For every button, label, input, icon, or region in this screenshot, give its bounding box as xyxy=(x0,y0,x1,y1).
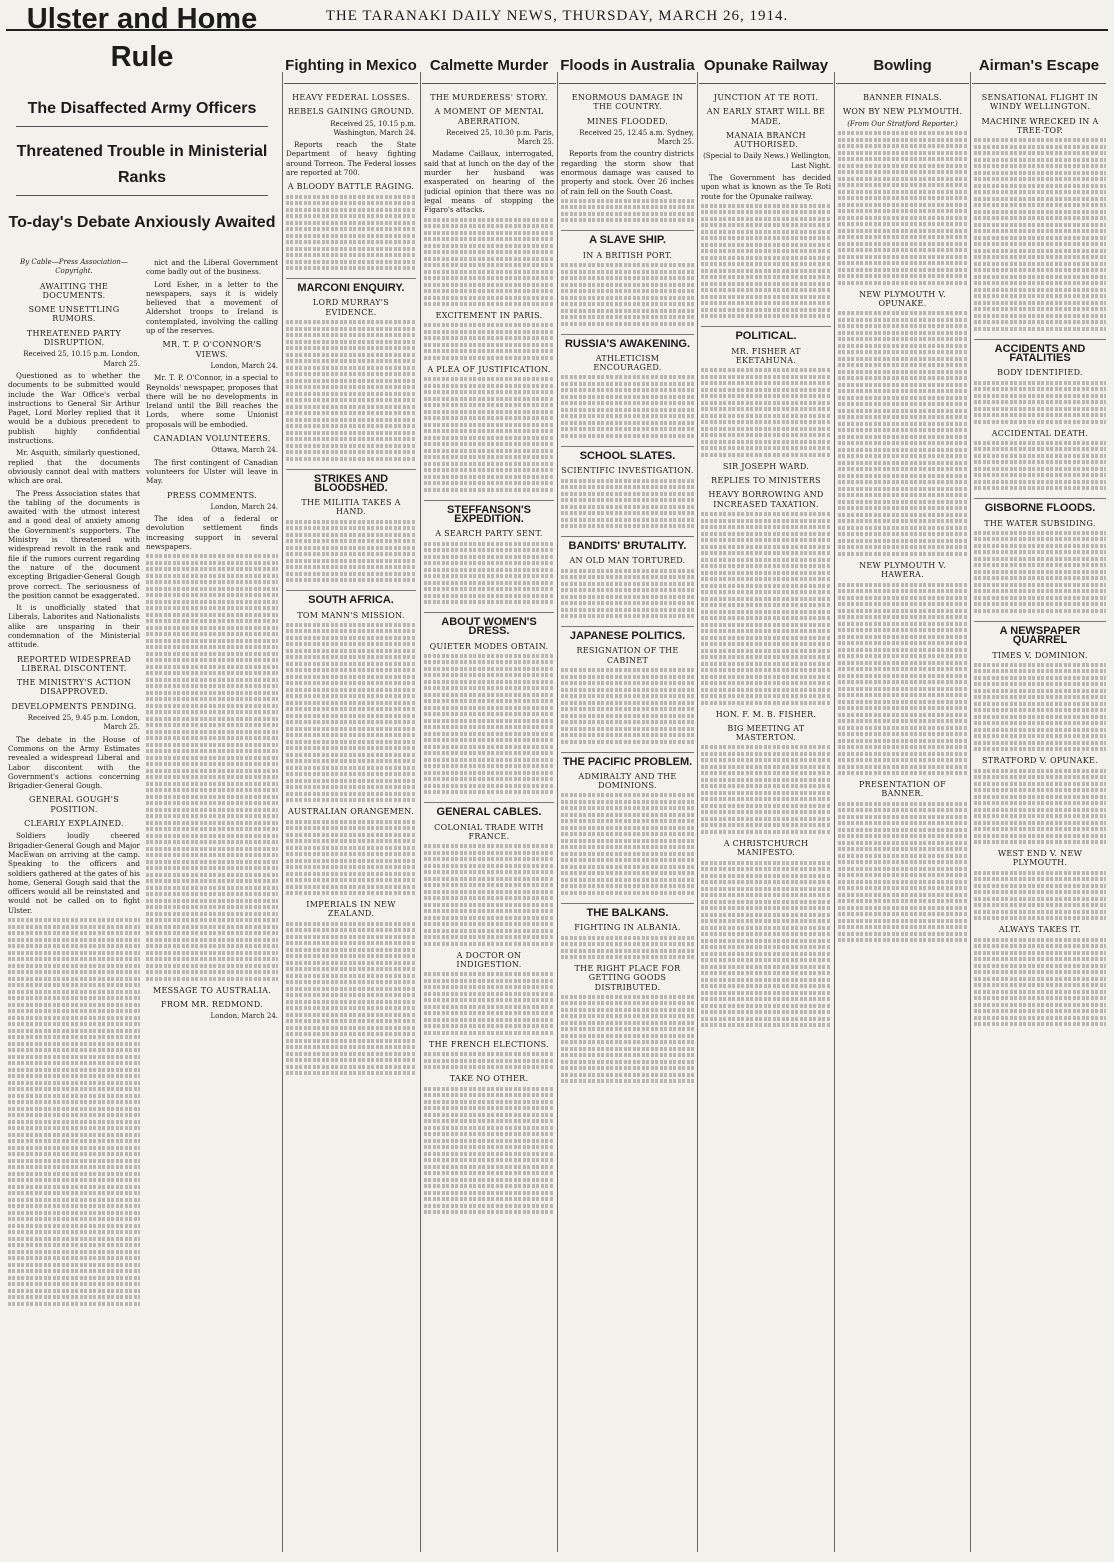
paragraph: Reports from the country districts regarding the storm show that enormous damage was caused to property and stock. Over 26 inches of rain fell on the South Coast. xyxy=(561,149,694,196)
illegible-text-block xyxy=(286,195,416,271)
section-headline: A NEWSPAPER QUARREL xyxy=(974,621,1106,646)
subhead: A PLEA OF JUSTIFICATION. xyxy=(427,364,551,374)
section-headline: SCHOOL SLATES. xyxy=(561,446,694,461)
illegible-text-block xyxy=(424,377,554,492)
subhead: HON. F. M. B. FISHER. xyxy=(715,709,817,719)
column-headline-mexico: Fighting in Mexico xyxy=(284,48,418,84)
illegible-text-block xyxy=(561,199,694,223)
subhead: RESIGNATION OF THE CABINET xyxy=(576,646,679,665)
column-headline-bowling: Bowling xyxy=(836,48,969,84)
subhead: A SEARCH PARTY SENT. xyxy=(435,529,543,539)
subhead: ENORMOUS DAMAGE IN THE COUNTRY. xyxy=(571,93,684,112)
section-headline: ACCIDENTS AND FATALITIES xyxy=(974,339,1106,364)
illegible-text-block xyxy=(701,861,831,1028)
subhead: REBELS GAINING GROUND. xyxy=(287,107,415,117)
illegible-text-block xyxy=(561,569,694,619)
subhead: JUNCTION AT TE ROTI. xyxy=(713,93,819,102)
subhead: ADMIRALTY AND THE DOMINIONS. xyxy=(578,771,677,791)
subhead: LORD MURRAY'S EVIDENCE. xyxy=(312,298,390,317)
subhead: WEST END V. NEW PLYMOUTH. xyxy=(997,849,1083,868)
main-deck-3: To-day's Debate Anxiously Awaited xyxy=(8,214,276,231)
subhead: BIG MEETING AT MASTERTON. xyxy=(727,723,805,743)
illegible-text-block xyxy=(974,663,1106,752)
illegible-text-block xyxy=(838,311,967,556)
illegible-text-block xyxy=(974,871,1106,921)
dateline: Received 25, 9.45 p.m. London, March 25. xyxy=(27,714,140,732)
illegible-text-block xyxy=(424,844,554,946)
column-railway xyxy=(701,88,831,1556)
subhead: IMPERIALS IN NEW ZEALAND. xyxy=(306,900,396,919)
subhead: IN A BRITISH PORT. xyxy=(582,250,673,260)
column-airman xyxy=(974,88,1106,1556)
subhead: MANAIA BRANCH AUTHORISED. xyxy=(726,130,806,150)
paragraph: The first contingent of Canadian volunteers for Ulster will leave in May. xyxy=(146,457,278,486)
illegible-text-block xyxy=(561,375,694,438)
illegible-text-block xyxy=(424,972,554,1035)
paragraph: Mr. T. P. O'Connor, in a special to Reynolds' newspaper, proposes that there will be no developments in Ireland until the Bill reaches the Lords, where some Unionist proposals will be embodied. xyxy=(146,373,278,429)
subhead: THE MILITIA TAKES A HAND. xyxy=(301,498,401,517)
paragraph: Questioned as to whether the documents to be submitted would include the War Office's verbal instructions to General Sir Arthur Paget, Lord Morley replied that it would be a dubious precedent to publish highly confidential instructions. xyxy=(8,370,140,446)
dateline: Ottawa, March 24. xyxy=(211,446,278,455)
illegible-text-block xyxy=(286,623,416,803)
column-main-story-continued xyxy=(146,258,278,1556)
subhead: A CHRISTCHURCH MANIFESTO. xyxy=(723,838,809,858)
subhead: DEVELOPMENTS PENDING. xyxy=(11,701,137,711)
illegible-text-block xyxy=(424,654,554,795)
dateline: Received 25, 10.15 p.m. Washington, March 24. xyxy=(330,119,416,137)
byline: (From Our Stratford Reporter.) xyxy=(847,119,958,128)
subhead: NEW PLYMOUTH V. HAWERA. xyxy=(859,560,946,580)
paragraph: Soldiers loudly cheered Brigadier-General Gough and Major MacEwan on arriving at the camp. Speaking to the officers and soldiers gathered at the gates of his home, General Gough said that the officers would all be reinstated and would not be called on to fight Ulster. xyxy=(8,831,140,915)
subhead: PRESS COMMENTS. xyxy=(166,490,258,500)
illegible-text-block xyxy=(974,138,1106,331)
section-headline: THE BALKANS. xyxy=(561,903,694,918)
main-headline: Ulster and Home Rule xyxy=(26,3,258,73)
main-headline-block xyxy=(6,0,278,236)
subhead: THE MINISTRY'S ACTION DISAPPROVED. xyxy=(16,678,132,697)
subhead: THE FRENCH ELECTIONS. xyxy=(429,1039,549,1049)
illegible-text-block xyxy=(974,769,1106,845)
illegible-text-block xyxy=(424,1087,554,1215)
dateline: London, March 24. xyxy=(210,361,278,370)
subhead: A DOCTOR ON INDIGESTION. xyxy=(456,950,522,970)
paragraph: Reports reach the State Department of heavy fighting around Torreon. The Federal losses are reported at 700. xyxy=(286,140,416,178)
subhead: AN EARLY START WILL BE MADE. xyxy=(706,107,826,126)
dateline: London, March 24. xyxy=(210,1012,278,1021)
subhead: COLONIAL TRADE WITH FRANCE. xyxy=(434,822,544,842)
illegible-text-block xyxy=(701,204,831,319)
column-calmette xyxy=(424,88,554,1556)
illegible-text-block xyxy=(8,918,140,1306)
section-headline: MARCONI ENQUIRY. xyxy=(286,278,416,293)
illegible-text-block xyxy=(561,479,694,529)
subhead: ATHLETICISM ENCOURAGED. xyxy=(593,353,662,373)
illegible-text-block xyxy=(286,820,416,896)
illegible-text-block xyxy=(974,441,1106,491)
subhead: WON BY NEW PLYMOUTH. xyxy=(842,107,963,117)
column-rule xyxy=(282,72,283,1552)
illegible-text-block xyxy=(838,131,967,285)
illegible-text-block xyxy=(974,938,1106,1027)
subhead: MESSAGE TO AUSTRALIA. xyxy=(152,985,272,995)
subhead: GENERAL GOUGH'S POSITION. xyxy=(29,795,119,814)
paragraph: The Government has decided upon what is known as the Te Roti route for the Opunake railway. xyxy=(701,173,831,201)
subhead: THE MURDERESS' STORY. xyxy=(430,93,548,102)
column-rule xyxy=(970,72,971,1552)
illegible-text-block xyxy=(561,263,694,326)
subhead: SCIENTIFIC INVESTIGATION. xyxy=(561,466,694,476)
subhead: A BLOODY BATTLE RAGING. xyxy=(287,182,415,192)
paragraph: The idea of a federal or devolution settlement finds increasing support in several newspapers. xyxy=(146,514,278,552)
illegible-text-block xyxy=(146,554,278,981)
subhead: ACCIDENTAL DEATH. xyxy=(991,428,1089,438)
illegible-text-block xyxy=(701,745,831,834)
illegible-text-block xyxy=(974,381,1106,424)
section-headline: THE PACIFIC PROBLEM. xyxy=(561,752,694,767)
illegible-text-block xyxy=(424,218,554,307)
subhead: MR. FISHER AT EKETAHUNA. xyxy=(731,346,801,366)
subhead: SENSATIONAL FLIGHT IN WINDY WELLINGTON. xyxy=(981,93,1099,112)
section-headline: STEFFANSON'S EXPEDITION. xyxy=(424,500,554,525)
subhead: MACHINE WRECKED IN A TREE-TOP. xyxy=(981,116,1099,135)
dateline: (Special to Daily News.) Wellington, Last Night. xyxy=(703,152,831,170)
illegible-text-block xyxy=(838,583,967,776)
paragraph: Madame Caillaux, interrogated, said that at lunch on the day of the murder her husband was exasperated on hearing of the judicial opinion that there was no legal means of stopping the Figaro's attacks. xyxy=(424,149,554,215)
main-deck-1: The Disaffected Army Officers xyxy=(27,100,257,117)
section-headline: STRIKES AND BLOODSHED. xyxy=(286,469,416,494)
illegible-text-block xyxy=(974,531,1106,613)
subhead: EXCITEMENT IN PARIS. xyxy=(435,311,543,321)
paragraph: Mr. Asquith, similarly questioned, replied that the documents obviously cannot deal with matters which are oral. xyxy=(8,448,140,486)
section-headline: POLITICAL. xyxy=(701,326,831,341)
paragraph: It is unofficially stated that Liberals, Laborites and Nationalists alike are unsparing in their condemnation of the Ministerial attitude. xyxy=(8,603,140,650)
section-headline: GISBORNE FLOODS. xyxy=(974,498,1106,513)
illegible-text-block xyxy=(286,922,416,1076)
illegible-text-block xyxy=(561,793,694,895)
column-headline-airman: Airman's Escape xyxy=(972,48,1106,84)
section-headline: A SLAVE SHIP. xyxy=(561,230,694,245)
illegible-text-block xyxy=(424,323,554,360)
section-headline: JAPANESE POLITICS. xyxy=(561,626,694,641)
subhead: ALWAYS TAKES IT. xyxy=(998,925,1082,935)
subhead: THREATENED PARTY DISRUPTION. xyxy=(26,328,122,348)
column-floods xyxy=(561,88,694,1556)
subhead: AUSTRALIAN ORANGEMEN. xyxy=(288,807,414,817)
column-headline-floods: Floods in Australia xyxy=(559,48,696,84)
subhead: CANADIAN VOLUNTEERS. xyxy=(153,434,271,444)
illegible-text-block xyxy=(286,520,416,583)
subhead: MR. T. P. O'CONNOR'S VIEWS. xyxy=(162,340,262,359)
illegible-text-block xyxy=(561,936,694,960)
column-headline-railway: Opunake Railway xyxy=(699,48,833,84)
subhead: QUIETER MODES OBTAIN. xyxy=(429,641,549,651)
illegible-text-block xyxy=(701,368,831,457)
column-rule xyxy=(697,72,698,1552)
section-headline: GENERAL CABLES. xyxy=(424,802,554,817)
section-headline: SOUTH AFRICA. xyxy=(286,590,416,605)
byline: By Cable—Press Association—Copyright. xyxy=(20,258,128,276)
column-rule xyxy=(420,72,421,1552)
paragraph: Lord Esher, in a letter to the newspapers, says it is widely believed that a movement of Aldershot troops to Ireland is contemplated, involving the calling up of the reserves. xyxy=(146,279,278,336)
subhead: MINES FLOODED. xyxy=(586,116,669,126)
subhead: HEAVY BORROWING AND INCREASED TAXATION. xyxy=(708,490,824,509)
subhead: TAKE NO OTHER. xyxy=(449,1074,529,1084)
paragraph: The debate in the House of Commons on the Army Estimates revealed a widespread Liberal and Labor discontent with the Government's actions concerning Brigadier-General Gough. xyxy=(8,734,140,791)
dateline: London, March 24. xyxy=(210,502,278,511)
subhead: A MOMENT OF MENTAL ABERRATION. xyxy=(434,107,544,126)
illegible-text-block xyxy=(561,995,694,1084)
subhead: CLEARLY EXPLAINED. xyxy=(24,819,124,829)
subhead: SOME UNSETTLING RUMORS. xyxy=(28,305,120,324)
subhead: REPLIES TO MINISTERS xyxy=(711,476,821,486)
subhead: FROM MR. REDMOND. xyxy=(161,1000,263,1010)
subhead: FIGHTING IN ALBANIA. xyxy=(574,923,681,933)
subhead: NEW PLYMOUTH V. OPUNAKE. xyxy=(859,289,946,309)
subhead: BANNER FINALS. xyxy=(863,93,942,102)
illegible-text-block xyxy=(424,542,554,605)
column-mexico xyxy=(286,88,416,1556)
illegible-text-block xyxy=(838,802,967,943)
subhead: STRATFORD V. OPUNAKE. xyxy=(981,756,1099,766)
column-main-story xyxy=(8,258,140,1556)
illegible-text-block xyxy=(701,512,831,705)
paragraph: The Press Association states that the tabling of the documents is awaited with the utmost interest and a good deal of anxiety among the Government's supporters. The Ministry is threatened with widespread revolt in the rank and file if the rumors current regarding the nature of the document excepting Brigadier-General Gough prove correct. The seriousness of the position cannot be exaggerated. xyxy=(8,488,140,600)
subhead: THE RIGHT PLACE FOR GETTING GOODS DISTRIBUTED. xyxy=(574,964,681,992)
subhead: AN OLD MAN TORTURED. xyxy=(569,556,686,566)
main-deck-2: Threatened Trouble in Ministerial Ranks xyxy=(16,143,268,186)
dateline: Received 25, 10.15 p.m. London, March 25. xyxy=(23,350,140,368)
column-rule xyxy=(557,72,558,1552)
section-headline: BANDITS' BRUTALITY. xyxy=(561,536,694,551)
subhead: REPORTED WIDESPREAD LIBERAL DISCONTENT. xyxy=(16,654,132,673)
subhead: TIMES V. DOMINION. xyxy=(992,650,1088,660)
subhead: THE WATER SUBSIDING. xyxy=(984,518,1096,528)
illegible-text-block xyxy=(286,320,416,461)
subhead: PRESENTATION OF BANNER. xyxy=(858,780,946,799)
subhead: SIR JOSEPH WARD. xyxy=(722,461,810,471)
subhead: AWAITING THE DOCUMENTS. xyxy=(39,281,109,300)
column-rule xyxy=(834,72,835,1552)
dateline: Received 25, 12.45 a.m. Sydney, March 25. xyxy=(579,128,694,147)
masthead: THE TARANAKI DAILY NEWS, THURSDAY, MARCH 26, 1914. xyxy=(6,8,1108,31)
section-headline: ABOUT WOMEN'S DRESS. xyxy=(424,612,554,637)
dateline: Received 25, 10.30 p.m. Paris, March 25. xyxy=(446,128,554,147)
paragraph: nict and the Liberal Government come badly out of the business. xyxy=(146,258,278,277)
column-bowling xyxy=(838,88,967,1556)
section-headline: RUSSIA'S AWAKENING. xyxy=(561,334,694,349)
illegible-text-block xyxy=(561,668,694,744)
subhead: TOM MANN'S MISSION. xyxy=(297,610,405,620)
illegible-text-block xyxy=(424,1052,554,1069)
subhead: BODY IDENTIFIED. xyxy=(997,368,1083,378)
subhead: HEAVY FEDERAL LOSSES. xyxy=(292,93,410,102)
column-headline-calmette: Calmette Murder xyxy=(422,48,556,84)
